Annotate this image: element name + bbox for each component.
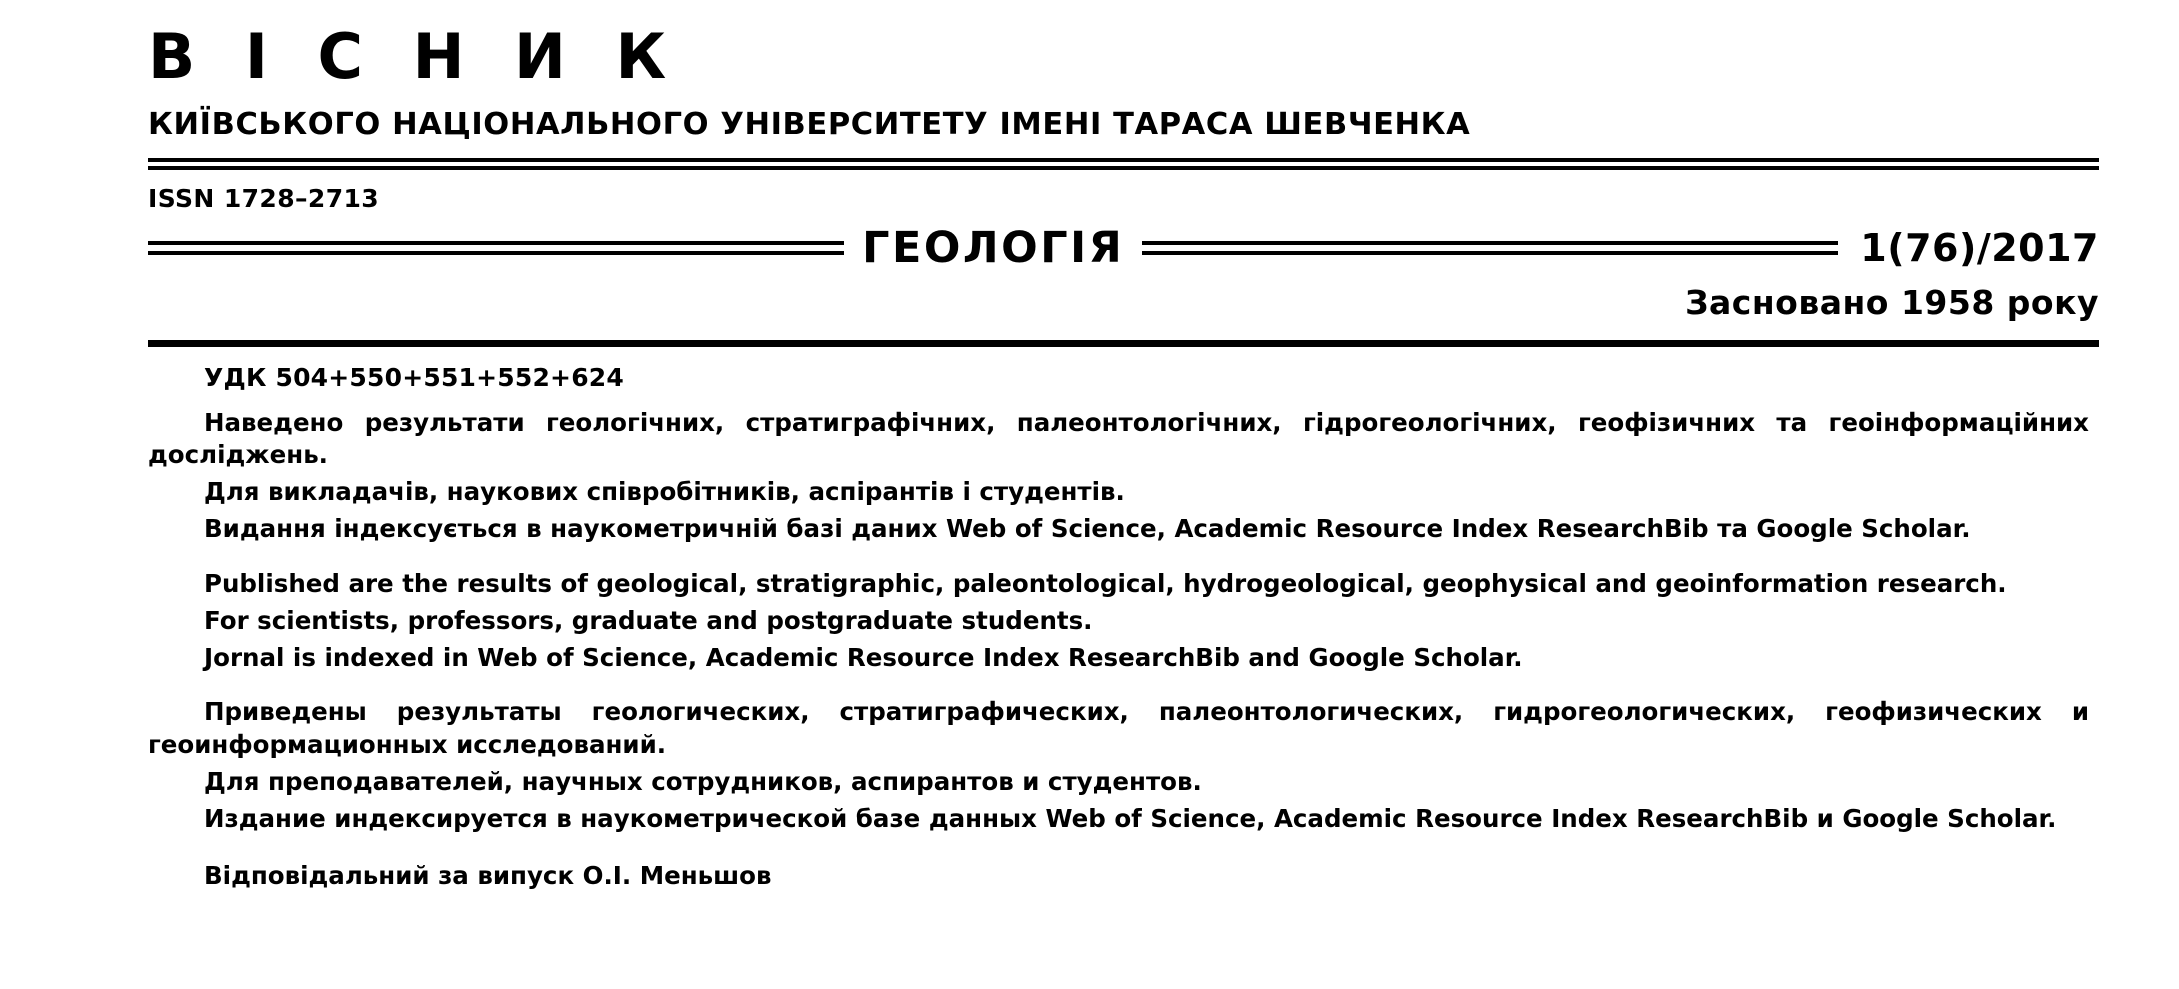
abstract-en-main: Published are the results of geological, stratigraphic, paleontological, hydrogeological, geophysical and geoinformation research. <box>204 568 2007 598</box>
abstract-ru-main: Приведены результаты геологических, стратиграфических, палеонтологических, гидрогеологических, геофизических и геоинформационных исследований. <box>148 697 2089 760</box>
journal-title: В І С Н И К <box>148 20 681 93</box>
divider-band-right <box>1142 241 1838 255</box>
founded-year: Засновано 1958 року <box>1685 283 2099 323</box>
issn: ISSN 1728–2713 <box>148 184 380 214</box>
divider-double-top <box>148 158 2099 170</box>
abstract-ru-indexed: Издание индексируется в наукометрической базе данных Web of Science, Academic Resource Index ResearchBib и Google Scholar. <box>204 803 2057 833</box>
section-title: ГЕОЛОГІЯ <box>862 223 1125 274</box>
abstract-block <box>148 361 2089 892</box>
issue-number: 1(76)/2017 <box>1860 226 2099 271</box>
section-band <box>148 219 2099 277</box>
divider-band-left <box>148 241 844 255</box>
abstract-uk-main: Наведено результати геологічних, стратиграфічних, палеонтологічних, гідрогеологічних, геофізичних та геоінформаційних досліджень. <box>148 407 2089 470</box>
masthead <box>0 0 2179 142</box>
divider-thick-bottom <box>148 340 2099 347</box>
udk-code: УДК 504+550+551+552+624 <box>204 363 624 393</box>
university-name: КИЇВСЬКОГО НАЦІОНАЛЬНОГО УНІВЕРСИТЕТУ ІМЕНІ ТАРАСА ШЕВЧЕНКА <box>148 107 1471 143</box>
abstract-en-indexed: Jornal is indexed in Web of Science, Academic Resource Index ResearchBib and Google Scholar. <box>204 642 1523 672</box>
abstract-uk-indexed: Видання індексується в наукометричній базі даних Web of Science, Academic Resource Index ResearchBib та Google Scholar. <box>204 514 1971 544</box>
abstract-en-audience: For scientists, professors, graduate and postgraduate students. <box>204 605 1093 635</box>
abstract-ru-audience: Для преподавателей, научных сотрудников, аспирантов и студентов. <box>204 767 1202 797</box>
abstract-uk-audience: Для викладачів, наукових співробітників, аспірантів і студентів. <box>204 477 1125 507</box>
issue-editor: Відповідальний за випуск О.І. Меньшов <box>204 860 772 890</box>
